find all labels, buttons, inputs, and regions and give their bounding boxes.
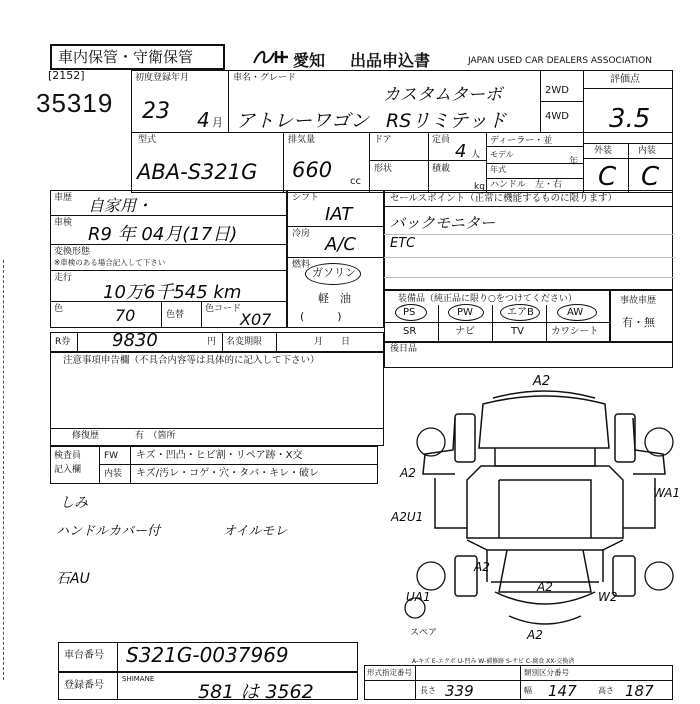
recycle-label: R券 xyxy=(55,337,71,347)
rule xyxy=(384,234,673,235)
year-label: 年 xyxy=(569,157,579,167)
equip-aw-circle xyxy=(557,304,597,321)
interior-insp-value: キズ/汚レ・コゲ・穴・タバ・キレ・破レ xyxy=(136,468,319,479)
color-value: 70 xyxy=(115,306,136,325)
drive-4wd: 4WD xyxy=(545,111,569,122)
model-line1: カスタムターボ xyxy=(383,85,502,105)
divider xyxy=(546,305,547,342)
rule xyxy=(384,277,673,278)
equip-airbag-circle xyxy=(500,304,540,321)
form-title: 出品申込書 xyxy=(350,53,431,70)
storage-label: 車内保管・守衛保管 xyxy=(58,48,194,66)
damage-mark-rear-center: A2 xyxy=(537,580,553,594)
month-unit: 月 xyxy=(212,116,223,129)
note-line2: ハンドルカバー付 xyxy=(56,524,161,539)
first-reg-year: 23 xyxy=(142,99,170,124)
height-value: 187 xyxy=(625,682,654,700)
fw-label: FW xyxy=(104,451,119,461)
color-code-label: 色コード xyxy=(205,304,242,314)
divider xyxy=(492,305,493,342)
divider xyxy=(364,680,673,681)
divider xyxy=(283,132,284,193)
divider xyxy=(228,70,229,132)
sales-point-1: バックモニター xyxy=(390,214,496,232)
equipment-label: 装備品（純正品に限り○をつけてください） xyxy=(398,294,577,304)
divider xyxy=(50,270,287,271)
divider xyxy=(369,132,370,193)
divider xyxy=(428,132,429,193)
damage-mark-bumper: A2 xyxy=(474,560,490,574)
equip-navi: ナビ xyxy=(455,326,475,337)
ac-label: 冷房 xyxy=(292,229,311,239)
remarks-box xyxy=(50,352,384,446)
inspection-staff-label: 検査員 xyxy=(54,451,82,461)
exterior-label: 外装 xyxy=(594,146,613,156)
usage-label: 車歴 xyxy=(54,193,73,203)
style-label: 形状 xyxy=(374,164,393,174)
divider xyxy=(99,464,378,465)
mileage-label: 走行 xyxy=(54,273,73,283)
load-label: 積載 xyxy=(432,164,451,174)
damage-legend: A-キズ E-エクボ U-凹み W-補修跡 S-サビ C-腐食 XX-交換済 xyxy=(412,658,575,665)
damage-mark-right: WA1 xyxy=(653,486,681,500)
divider xyxy=(583,88,673,89)
period-label: 名変期限 xyxy=(226,337,263,347)
plate-value: 581 は 3562 xyxy=(198,681,314,703)
length-value: 339 xyxy=(445,682,474,700)
length-label: 長さ xyxy=(420,686,436,695)
rear-items-box xyxy=(384,342,673,368)
damage-mark-left-door: A2U1 xyxy=(391,510,424,524)
divider xyxy=(287,226,384,227)
fuel-value: ガソリン xyxy=(312,266,356,279)
divider xyxy=(486,178,583,179)
equip-pw-circle xyxy=(448,304,484,321)
divider xyxy=(540,101,583,102)
model-change-label2: 年式 xyxy=(490,165,506,174)
modification-note: ※車検のある場合記入して下さい xyxy=(54,258,166,267)
divider xyxy=(77,332,78,352)
note-line3: オイルモレ xyxy=(223,524,288,539)
rear-items-label: 後日品 xyxy=(390,344,418,354)
recycle-value: 9830 xyxy=(112,330,158,351)
equip-ps-circle xyxy=(395,304,427,321)
exterior-grade: C xyxy=(598,162,617,192)
type-label: 型式 xyxy=(138,135,157,145)
divider xyxy=(287,257,384,258)
handle-label: ハンドル 左・右 xyxy=(490,180,563,190)
color-code-value: X07 xyxy=(240,310,272,329)
accident-history-value: 有・無 xyxy=(622,316,655,329)
form-number-label: 形式指定番号 xyxy=(367,668,412,677)
kg-unit: kg xyxy=(474,182,485,192)
divider xyxy=(50,428,384,429)
displacement-label: 排気量 xyxy=(288,135,316,145)
usage-value: 自家用・ xyxy=(88,196,153,215)
width-label: 幅 xyxy=(524,686,532,695)
plate-label: 登録番号 xyxy=(64,680,104,691)
shift-label: シフト xyxy=(292,193,320,203)
accident-history-label: 事故車歴 xyxy=(620,296,657,306)
height-label: 高さ xyxy=(598,686,614,695)
repair-label: 修復歴 xyxy=(72,431,100,441)
equip-aw: AW xyxy=(567,307,584,318)
ac-value: A/C xyxy=(325,234,356,255)
door-label: ドア xyxy=(374,135,392,145)
model-line2: アトレーワゴン xyxy=(236,110,370,132)
period-unit: 月 日 xyxy=(314,337,351,347)
logo-text: 愛知 xyxy=(293,53,326,70)
sales-points-label: セールスポイント（正常に機能するものに限ります） xyxy=(390,193,618,204)
model-grade: RSリミテッド xyxy=(386,110,507,132)
width-value: 147 xyxy=(548,682,577,700)
equip-leather: カワシート xyxy=(551,326,599,337)
association-logo-icon xyxy=(252,47,292,67)
fuel-label: 燃料 xyxy=(292,260,311,270)
divider xyxy=(130,446,131,484)
interior-label: 内装 xyxy=(638,146,657,156)
plate-city: SHIMANE xyxy=(122,675,155,683)
rule xyxy=(384,257,673,258)
damage-diagram xyxy=(395,370,695,645)
first-reg-month: 4 xyxy=(197,108,210,132)
divider xyxy=(438,305,439,342)
divider xyxy=(520,665,521,700)
capacity-value: 4 xyxy=(455,141,467,162)
score-label: 評価点 xyxy=(610,74,640,85)
score-value: 3.5 xyxy=(609,104,651,134)
remarks-label: 注意事項申告欄（不具合内容等は具体的に記入して下さい） xyxy=(63,355,320,366)
divider xyxy=(628,143,629,193)
association-name: JAPAN USED CAR DEALERS ASSOCIATION xyxy=(468,56,652,66)
inspection-staff-label2: 記入欄 xyxy=(54,465,82,475)
sales-point-2: ETC xyxy=(390,236,416,251)
capacity-unit: 人 xyxy=(471,150,481,160)
divider xyxy=(117,642,118,672)
damage-mark-front: A2 xyxy=(533,374,551,389)
note-line1: しみ xyxy=(60,495,88,511)
first-reg-label: 初度登録年月 xyxy=(135,73,190,83)
interior-grade: C xyxy=(641,162,660,192)
dealer-label: ディーラー・並 xyxy=(490,136,553,146)
repair-value: 有 （箇所 xyxy=(135,431,176,441)
lot-number: 35319 xyxy=(36,88,114,118)
type-value: ABA-S321G xyxy=(137,160,258,184)
lot-code: [2152] xyxy=(48,69,85,82)
mileage-value: 10万6千545 km xyxy=(103,282,242,303)
divider xyxy=(369,160,486,161)
chassis-value: S321G-0037969 xyxy=(126,643,289,667)
damage-mark-right-rear: W2 xyxy=(598,590,618,604)
note-line4: 石AU xyxy=(56,571,90,587)
divider xyxy=(384,322,610,323)
damage-mark-left-rear: UA1 xyxy=(406,590,431,604)
equip-pw: PW xyxy=(457,307,473,318)
damage-mark-rear: A2 xyxy=(527,628,543,642)
modification-label: 変換形態 xyxy=(54,247,91,257)
divider xyxy=(486,146,583,147)
fuel-paren: ( ) xyxy=(300,310,342,323)
margin-line xyxy=(3,260,4,680)
divider xyxy=(415,665,416,700)
divider xyxy=(50,215,287,216)
equip-sr: SR xyxy=(403,326,417,337)
shift-value: IAT xyxy=(325,204,353,225)
inspection-value: R9 年 04月(17日) xyxy=(88,224,238,245)
model-change-label: モデル xyxy=(490,150,514,159)
color-change-label: 色替 xyxy=(166,310,185,320)
divider xyxy=(384,206,673,207)
divider xyxy=(222,332,223,352)
divider xyxy=(161,301,162,328)
model-label: 車名・グレード xyxy=(233,73,297,83)
sales-points-box xyxy=(384,190,673,290)
yen-unit: 円 xyxy=(207,337,217,347)
color-label: 色 xyxy=(54,304,64,314)
displacement-value: 660 xyxy=(292,158,333,182)
fuel-diesel: 軽 油 xyxy=(318,292,351,305)
inspection-label: 車検 xyxy=(54,218,73,228)
class-number-label: 類別区分番号 xyxy=(524,668,569,677)
fw-value: キズ・凹凸・ヒビ割・リペア跡・X交 xyxy=(136,450,303,461)
divider xyxy=(99,446,100,484)
cc-unit: cc xyxy=(350,176,361,187)
drive-2wd: 2WD xyxy=(545,85,569,96)
interior-insp-label: 内装 xyxy=(104,469,123,479)
divider xyxy=(201,301,202,328)
equip-ps: PS xyxy=(403,307,416,318)
capacity-label: 定員 xyxy=(432,135,451,145)
equip-tv: TV xyxy=(511,326,524,337)
equip-airbag: エアB xyxy=(507,307,534,318)
divider xyxy=(117,672,118,700)
chassis-label: 車台番号 xyxy=(64,650,104,661)
divider xyxy=(276,332,277,352)
damage-mark-left-front: A2 xyxy=(400,466,416,480)
spare-label: スペア xyxy=(410,628,438,638)
